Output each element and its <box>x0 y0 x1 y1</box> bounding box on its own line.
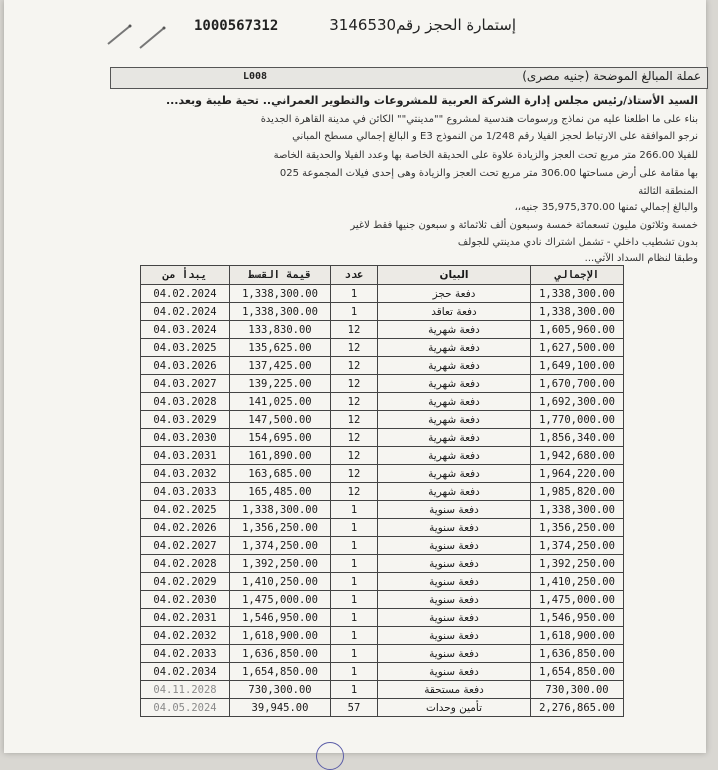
cell-start: 04.03.2029 <box>141 411 230 429</box>
table-row <box>141 483 624 501</box>
cell-amount: 163,685.00 <box>230 465 331 483</box>
cell-count: 12 <box>331 483 378 501</box>
cell-total: 1,338,300.00 <box>531 501 624 519</box>
table-row <box>141 537 624 555</box>
cell-description: دفعة سنوية <box>378 609 531 627</box>
header-start: يبدأ من <box>141 266 230 285</box>
cell-start: 04.11.2028 <box>141 681 230 699</box>
cell-count: 1 <box>331 645 378 663</box>
cell-total: 1,636,850.00 <box>531 645 624 663</box>
table-header-row <box>141 266 624 285</box>
cell-count: 12 <box>331 465 378 483</box>
cell-count: 1 <box>331 609 378 627</box>
cell-description: دفعة سنوية <box>378 591 531 609</box>
table-row <box>141 573 624 591</box>
cell-description: دفعة شهرية <box>378 429 531 447</box>
cell-total: 1,338,300.00 <box>531 303 624 321</box>
cell-total: 1,964,220.00 <box>531 465 624 483</box>
cell-total: 1,627,500.00 <box>531 339 624 357</box>
cell-start: 04.03.2033 <box>141 483 230 501</box>
cell-description: دفعة شهرية <box>378 339 531 357</box>
table-row <box>141 699 624 717</box>
cell-amount: 165,485.00 <box>230 483 331 501</box>
cell-count: 12 <box>331 375 378 393</box>
unit-code: L008 <box>243 71 268 82</box>
cell-amount: 135,625.00 <box>230 339 331 357</box>
cell-description: تأمين وحدات <box>378 699 531 717</box>
cell-count: 1 <box>331 501 378 519</box>
header-amount: قيمة القسط <box>230 266 331 285</box>
letter-line-5: المنطقة الثالثة <box>638 186 698 197</box>
letter-line-1: بناء على ما اطلعنا عليه من نماذج ورسومات هندسية لمشروع ""مدينتي"" الكائن في مدينة القاهرة الجديدة <box>260 114 698 125</box>
cell-count: 12 <box>331 411 378 429</box>
cell-total: 1,942,680.00 <box>531 447 624 465</box>
letter-line-8: بدون تشطيب داخلي - تشمل اشتراك نادي مدينتي للجولف <box>457 237 698 248</box>
cell-count: 12 <box>331 429 378 447</box>
cell-count: 1 <box>331 285 378 303</box>
cell-start: 04.03.2027 <box>141 375 230 393</box>
cell-total: 1,985,820.00 <box>531 483 624 501</box>
cell-total: 1,670,700.00 <box>531 375 624 393</box>
table-row <box>141 339 624 357</box>
cell-amount: 137,425.00 <box>230 357 331 375</box>
table-row <box>141 411 624 429</box>
table-row <box>141 321 624 339</box>
cell-count: 12 <box>331 321 378 339</box>
cell-total: 1,410,250.00 <box>531 573 624 591</box>
cell-count: 12 <box>331 393 378 411</box>
cell-total: 1,618,900.00 <box>531 627 624 645</box>
table-row <box>141 555 624 573</box>
cell-start: 04.03.2032 <box>141 465 230 483</box>
cell-description: دفعة سنوية <box>378 573 531 591</box>
cell-amount: 1,636,850.00 <box>230 645 331 663</box>
cell-count: 1 <box>331 519 378 537</box>
table-row <box>141 501 624 519</box>
cell-description: دفعة شهرية <box>378 321 531 339</box>
cell-start: 04.02.2026 <box>141 519 230 537</box>
form-title: إستمارة الحجز رقم3146530 <box>329 16 516 34</box>
cell-start: 04.02.2027 <box>141 537 230 555</box>
table-body <box>141 285 624 717</box>
cell-amount: 1,392,250.00 <box>230 555 331 573</box>
table-row <box>141 375 624 393</box>
cell-count: 1 <box>331 537 378 555</box>
cell-total: 1,374,250.00 <box>531 537 624 555</box>
cell-count: 12 <box>331 339 378 357</box>
cell-start: 04.02.2028 <box>141 555 230 573</box>
cell-description: دفعة سنوية <box>378 645 531 663</box>
cell-total: 1,392,250.00 <box>531 555 624 573</box>
letter-greeting: السيد الأستاذ/رئيس مجلس إدارة الشركة العربية للمشروعات والتطوير العمراني.. تحية طيبة وبعد... <box>165 94 698 107</box>
cell-total: 2,276,865.00 <box>531 699 624 717</box>
cell-total: 1,546,950.00 <box>531 609 624 627</box>
table-row <box>141 465 624 483</box>
cell-start: 04.02.2029 <box>141 573 230 591</box>
cell-description: دفعة سنوية <box>378 501 531 519</box>
letter-line-2: نرجو الموافقة على الارتباط لحجز الفيلا رقم 1/248 من النموذج E3 و البالغ إجمالي مسطح المباني <box>292 131 698 142</box>
cell-description: دفعة شهرية <box>378 483 531 501</box>
cell-count: 1 <box>331 303 378 321</box>
cell-start: 04.03.2030 <box>141 429 230 447</box>
cell-start: 04.05.2024 <box>141 699 230 717</box>
cell-amount: 133,830.00 <box>230 321 331 339</box>
cell-total: 1,770,000.00 <box>531 411 624 429</box>
table-row <box>141 357 624 375</box>
table-row <box>141 429 624 447</box>
cell-description: دفعة سنوية <box>378 627 531 645</box>
cell-total: 1,856,340.00 <box>531 429 624 447</box>
cell-start: 04.02.2024 <box>141 303 230 321</box>
cell-amount: 1,546,950.00 <box>230 609 331 627</box>
letter-line-4: بها مقامة على أرض مساحتها 306.00 متر مربع تحت العجز والزيادة وهى إحدى فيلات المجموعة 025 <box>279 168 698 179</box>
cell-amount: 1,654,850.00 <box>230 663 331 681</box>
cell-description: دفعة شهرية <box>378 357 531 375</box>
cell-description: دفعة شهرية <box>378 393 531 411</box>
cell-description: دفعة سنوية <box>378 537 531 555</box>
cell-amount: 1,356,250.00 <box>230 519 331 537</box>
letter-line-7: خمسة وثلاثون مليون تسعمائة خمسة وسبعون ألف ثلاثمائة و سبعون جنيها فقط لاغير <box>350 220 698 231</box>
cell-start: 04.02.2025 <box>141 501 230 519</box>
cell-description: دفعة شهرية <box>378 447 531 465</box>
cell-description: دفعة سنوية <box>378 555 531 573</box>
cell-description: دفعة مستحقة <box>378 681 531 699</box>
document-page <box>4 0 706 753</box>
cell-amount: 1,618,900.00 <box>230 627 331 645</box>
table-row <box>141 285 624 303</box>
header-count: عدد <box>331 266 378 285</box>
table-row <box>141 447 624 465</box>
cell-start: 04.02.2024 <box>141 285 230 303</box>
cell-count: 57 <box>331 699 378 717</box>
table-row <box>141 591 624 609</box>
cell-start: 04.02.2034 <box>141 663 230 681</box>
cell-start: 04.02.2031 <box>141 609 230 627</box>
cell-amount: 154,695.00 <box>230 429 331 447</box>
cell-total: 1,654,850.00 <box>531 663 624 681</box>
cell-total: 730,300.00 <box>531 681 624 699</box>
table-row <box>141 519 624 537</box>
cell-start: 04.03.2031 <box>141 447 230 465</box>
cell-start: 04.02.2032 <box>141 627 230 645</box>
cell-count: 1 <box>331 591 378 609</box>
letter-line-9: وطبقا لنظام السداد الآتي... <box>584 253 698 264</box>
cell-total: 1,356,250.00 <box>531 519 624 537</box>
header-total: الإجمالي <box>531 266 624 285</box>
cell-amount: 1,338,300.00 <box>230 501 331 519</box>
cell-amount: 1,475,000.00 <box>230 591 331 609</box>
cell-count: 1 <box>331 663 378 681</box>
cell-start: 04.03.2024 <box>141 321 230 339</box>
cell-start: 04.03.2025 <box>141 339 230 357</box>
header-description: البيان <box>378 266 531 285</box>
cell-amount: 139,225.00 <box>230 375 331 393</box>
stamp-mark <box>316 742 344 770</box>
cell-amount: 161,890.00 <box>230 447 331 465</box>
cell-start: 04.03.2028 <box>141 393 230 411</box>
currency-bar <box>110 67 708 89</box>
letter-line-3: للفيلا 266.00 متر مربع تحت العجز والزيادة علاوة على الحديقة الخاصة بها وعدد الفيلا والحديقة الخاصة <box>273 150 698 161</box>
cell-count: 1 <box>331 555 378 573</box>
cell-start: 04.02.2030 <box>141 591 230 609</box>
cell-description: دفعة سنوية <box>378 663 531 681</box>
cell-count: 1 <box>331 627 378 645</box>
table-row <box>141 609 624 627</box>
table-row <box>141 627 624 645</box>
cell-amount: 1,338,300.00 <box>230 285 331 303</box>
cell-amount: 147,500.00 <box>230 411 331 429</box>
cell-description: دفعة حجز <box>378 285 531 303</box>
table-row <box>141 393 624 411</box>
cell-count: 12 <box>331 357 378 375</box>
cell-description: دفعة شهرية <box>378 465 531 483</box>
cell-total: 1,649,100.00 <box>531 357 624 375</box>
cell-total: 1,338,300.00 <box>531 285 624 303</box>
payment-schedule-table <box>140 265 624 717</box>
cell-amount: 1,410,250.00 <box>230 573 331 591</box>
cell-amount: 1,374,250.00 <box>230 537 331 555</box>
cell-total: 1,475,000.00 <box>531 591 624 609</box>
cell-amount: 39,945.00 <box>230 699 331 717</box>
cell-count: 12 <box>331 447 378 465</box>
cell-description: دفعة سنوية <box>378 519 531 537</box>
cell-total: 1,605,960.00 <box>531 321 624 339</box>
cell-count: 1 <box>331 681 378 699</box>
table-row <box>141 303 624 321</box>
cell-description: دفعة شهرية <box>378 411 531 429</box>
cell-amount: 730,300.00 <box>230 681 331 699</box>
currency-label: عملة المبالغ الموضحة (جنيه مصرى) <box>522 69 701 83</box>
pen-marks-decoration <box>104 18 174 58</box>
cell-start: 04.02.2033 <box>141 645 230 663</box>
cell-count: 1 <box>331 573 378 591</box>
table-row <box>141 681 624 699</box>
table-row <box>141 663 624 681</box>
table-row <box>141 645 624 663</box>
cell-amount: 1,338,300.00 <box>230 303 331 321</box>
cell-amount: 141,025.00 <box>230 393 331 411</box>
reference-number: 1000567312 <box>194 18 279 34</box>
letter-line-6: والبالغ إجمالي ثمنها 35,975,370.00 جنيه،، <box>514 202 698 213</box>
cell-start: 04.03.2026 <box>141 357 230 375</box>
cell-description: دفعة تعاقد <box>378 303 531 321</box>
cell-description: دفعة شهرية <box>378 375 531 393</box>
cell-total: 1,692,300.00 <box>531 393 624 411</box>
